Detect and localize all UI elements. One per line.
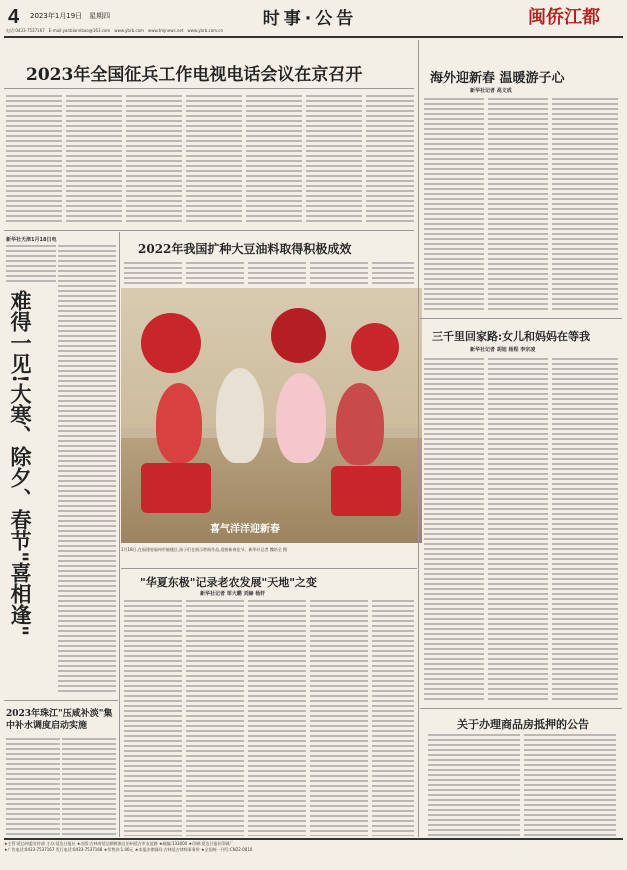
overseas-byline: 新华社记者 高文成: [470, 88, 512, 94]
body-text: [424, 358, 484, 703]
page-header: [0, 0, 627, 40]
body-text: [310, 600, 368, 836]
body-text: [66, 95, 122, 225]
body-text: [246, 95, 302, 225]
photo-caption: 1月18日,在福建省福州市鼓楼区,孩子们在展示剪纸作品,迎接新春佳节。新华社记者 魏培全 摄: [121, 547, 287, 552]
footer-rule: [4, 838, 623, 840]
body-text: [248, 262, 306, 286]
body-text: [488, 98, 548, 313]
divider: [420, 708, 622, 709]
body-text: [58, 245, 116, 695]
body-text: [366, 95, 414, 225]
headline-solar-term: 难得一见!大寒、除夕、春节"喜相逢": [8, 290, 33, 637]
column-divider: [418, 40, 419, 837]
body-text: [524, 734, 616, 836]
issue-date: 2023年1月19日 星期四: [30, 12, 111, 20]
divider: [4, 230, 414, 231]
body-text: [126, 95, 182, 225]
page-number: 4: [8, 6, 20, 28]
divider: [4, 88, 414, 89]
body-text: [372, 262, 414, 286]
column-divider: [119, 232, 120, 837]
headline-overseas-spring: 海外迎新春 温暖游子心: [430, 71, 565, 86]
body-text: [6, 245, 56, 285]
headline-conscription: 2023年全国征兵工作电视电话会议在京召开: [26, 65, 363, 85]
imprint-footer: [4, 841, 623, 867]
body-text: [488, 358, 548, 703]
footer-line: ★主管:延边州委宣传部 主办:延边日报社 ★出版:吉林省延边朝鲜族自治州延吉市友谊路 ★邮编:133000 ★印刷:延边日报社印刷厂: [4, 841, 234, 846]
body-text: [124, 262, 182, 286]
divider: [4, 700, 118, 701]
headline-pearl-river: 2023年珠江"压咸补淡"集中补水调度启动实施: [6, 709, 113, 731]
divider: [121, 568, 417, 569]
body-text: [186, 600, 244, 836]
header-rule: [4, 36, 623, 38]
vertical-article-byline: 新华社天津1月18日电: [6, 237, 57, 243]
body-text: [428, 734, 520, 836]
body-text: [306, 95, 362, 225]
body-text: [6, 738, 60, 838]
headline-east-pole: "华夏东极"记录老农发展"天地"之变: [140, 576, 317, 589]
body-text: [310, 262, 368, 286]
body-text: [248, 600, 306, 836]
body-text: [6, 95, 62, 225]
body-text: [552, 98, 618, 313]
newspaper-masthead-logo: 闽侨江都: [528, 7, 600, 28]
body-text: [424, 98, 484, 313]
divider: [420, 318, 622, 319]
east-pole-byline: 新华社记者 邹大鹏 刘赫 杨轩: [200, 591, 266, 597]
body-text: [186, 262, 244, 286]
body-text: [62, 738, 116, 838]
body-text: [552, 358, 618, 703]
body-text: [124, 600, 182, 836]
headline-soybean: 2022年我国扩种大豆油料取得积极成效: [138, 242, 352, 256]
footer-line: ★广告电话:0433-7537167 发行电话:0433-7537168 ★零售价:1.00元 ★本报法律顾问:吉林延吉律师事务所 ★全国统一刊号:CN22-0010: [4, 847, 253, 852]
headline-3000-li-home: 三千里回家路:女儿和妈妈在等我: [432, 330, 591, 343]
contact-line: 电话:0433-7537167 E-mail:yanbianribao@163.com www.ybrb.com www.tmjnews.net www.ybrb.com.cn: [6, 28, 224, 33]
news-photo-children-papercut: [121, 288, 422, 543]
soldiers-byline: 新华社记者 胡旭 杨程 李宗凌: [470, 347, 536, 353]
section-title: 时事·公告: [262, 9, 358, 29]
notice-title: 关于办理商品房抵押的公告: [457, 718, 589, 731]
photo-title: 喜气洋洋迎新春: [210, 524, 280, 535]
body-text: [186, 95, 242, 225]
body-text: [372, 600, 414, 836]
